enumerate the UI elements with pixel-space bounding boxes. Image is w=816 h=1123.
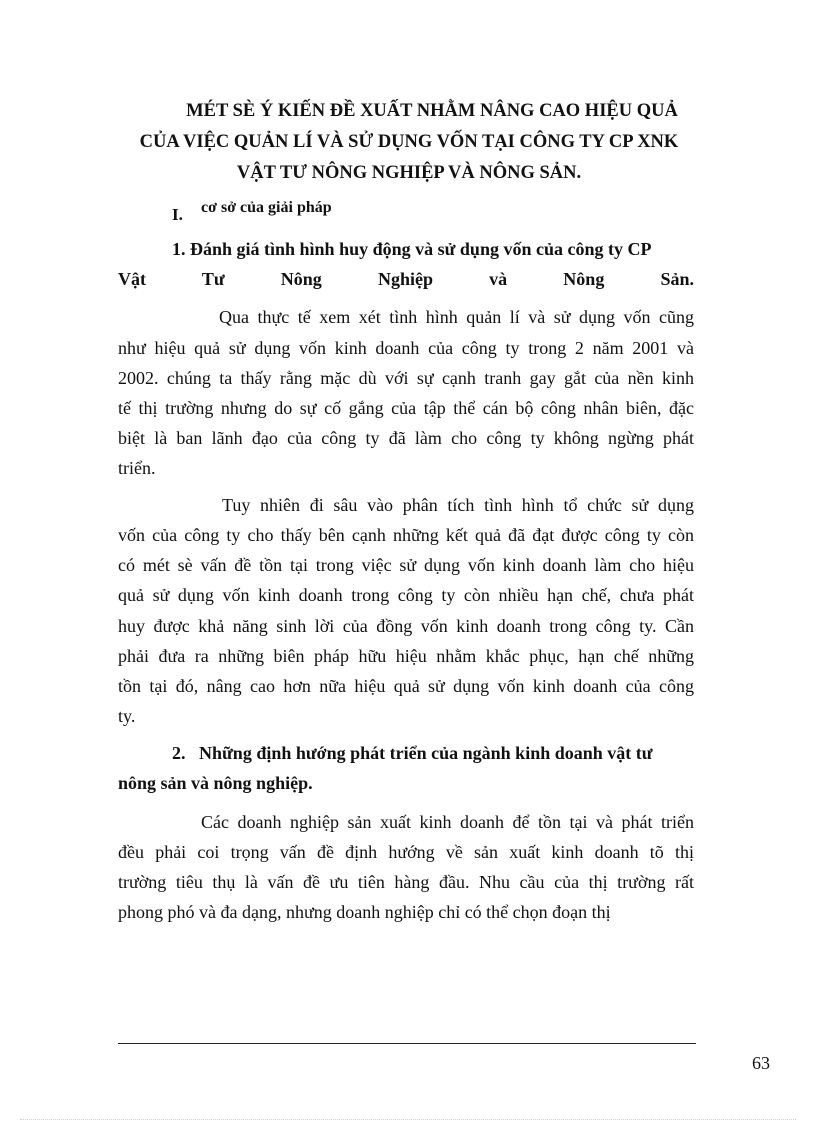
paragraph-line: Các doanh nghiệp sản xuất kinh doanh để tồn tại và phát triển	[201, 812, 694, 832]
paragraph-line: Tuy nhiên đi sâu vào phân tích tình hình tổ chức sử dụng	[222, 495, 694, 515]
paragraph-line: tồn tại đó, nâng cao hơn nữa hiệu quả sử dụng vốn kinh doanh của công	[118, 676, 694, 696]
title-line: MÉT SÈ Ý KIẾN ĐỀ XUẤT NHẰM NÂNG CAO HIỆU QUẢ	[186, 101, 678, 121]
heading-1-line: Vật Tư Nông Nghiệp và Nông Sản.	[118, 269, 694, 289]
heading-1-line: 1. Đánh giá tình hình huy động và sử dụng vốn của công ty CP	[172, 239, 652, 259]
paragraph-line: 2002. chúng ta thấy rằng mặc dù với sự cạnh tranh gay gắt của nền kinh	[118, 368, 694, 388]
paragraph-line: phải đưa ra những biên pháp hữu hiệu nhằm khắc phục, hạn chế những	[118, 646, 694, 666]
paragraph-line: tế thị trường nhưng do sự cố gắng của tập thể cán bộ công nhân biên, đặc	[118, 398, 694, 418]
footer-divider	[118, 1043, 696, 1044]
paragraph-line: triển.	[118, 458, 156, 478]
paragraph-line: vốn của công ty cho thấy bên cạnh những kết quả đã đạt được công ty còn	[118, 525, 694, 545]
page-bottom-edge	[20, 1119, 796, 1120]
paragraph-line: quả sử dụng vốn kinh doanh trong công ty còn nhiều hạn chế, chưa phát	[118, 585, 694, 605]
paragraph-line: huy được khả năng sinh lời của đồng vốn kinh doanh trong công ty. Cần	[118, 616, 694, 636]
paragraph-line: đều phải coi trọng vấn đề định hướng về sản xuất kinh doanh tõ thị	[118, 842, 694, 862]
document-title	[118, 96, 700, 189]
title-line: CỦA VIỆC QUẢN LÍ VÀ SỬ DỤNG VỐN TẠI CÔNG TY CP XNK	[139, 132, 679, 152]
page-number: 63	[752, 1053, 770, 1073]
paragraph-line: trường tiêu thụ là vấn đề ưu tiên hàng đầu. Nhu cầu của thị trường rất	[118, 872, 694, 892]
section-number: I.	[172, 205, 183, 224]
heading-2-line: nông sản và nông nghiệp.	[118, 773, 313, 793]
heading-2-line: 2. Những định hướng phát triển của ngành kinh doanh vật tư	[172, 743, 653, 763]
paragraph-line: Qua thực tế xem xét tình hình quản lí và sử dụng vốn cũng	[219, 307, 694, 327]
title-line: VẬT TƯ NÔNG NGHIỆP VÀ NÔNG SẢN.	[236, 163, 582, 183]
paragraph-line: ty.	[118, 706, 136, 726]
paragraph-line: biệt là ban lãnh đạo của công ty đã làm cho công ty không ngừng phát	[118, 428, 694, 448]
paragraph-line: phong phó và đa dạng, nhưng doanh nghiệp chỉ có thể chọn đoạn thị	[118, 902, 611, 922]
section-title: cơ sở của giải pháp	[201, 199, 332, 216]
paragraph-line: có mét sè vấn đề tồn tại trong việc sử dụng vốn kinh doanh làm cho hiệu	[118, 555, 694, 575]
paragraph-line: như hiệu quả sử dụng vốn kinh doanh của công ty trong 2 năm 2001 và	[118, 338, 694, 358]
